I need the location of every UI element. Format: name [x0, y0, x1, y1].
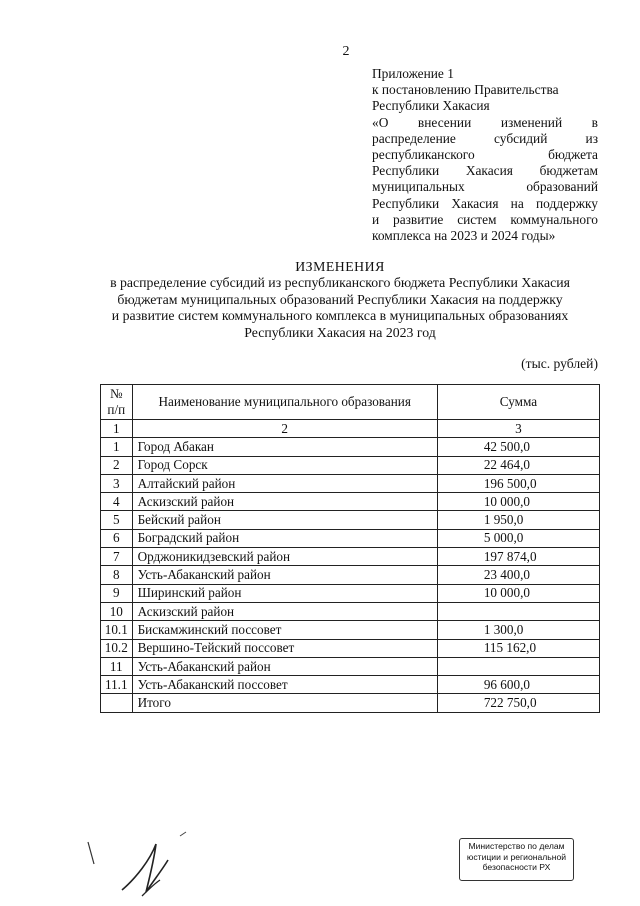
municipality-name: Боградский район	[132, 529, 437, 547]
appendix-line: Республики Хакасия	[372, 98, 490, 114]
subsidy-sum	[437, 602, 599, 620]
row-number: 5	[101, 511, 133, 529]
stamp-line: юстиции и региональной	[466, 851, 567, 862]
row-number: 3	[101, 474, 133, 492]
subsidy-sum: 42 500,0	[437, 438, 599, 456]
table-row	[101, 676, 600, 694]
column-header-sum: Сумма	[437, 385, 599, 420]
row-number: 10.2	[101, 639, 133, 657]
row-number: 1	[101, 438, 133, 456]
municipality-name: Бейский район	[132, 511, 437, 529]
subsidy-sum: 10 000,0	[437, 584, 599, 602]
subsidy-sum: 1 950,0	[437, 511, 599, 529]
subsidy-sum: 96 600,0	[437, 676, 599, 694]
subsidy-sum: 5 000,0	[437, 529, 599, 547]
municipality-name: Город Абакан	[132, 438, 437, 456]
column-number: 3	[437, 420, 599, 438]
municipality-name: Аскизский район	[132, 602, 437, 620]
column-number: 1	[101, 420, 133, 438]
table-row	[101, 639, 600, 657]
appendix-line: Республики Хакасия на поддержку	[372, 195, 598, 211]
table-total-row	[101, 694, 600, 712]
total-label: Итого	[132, 694, 437, 712]
appendix-line: Республики Хакасия бюджетам	[372, 163, 598, 179]
appendix-line: муниципальных образований	[372, 179, 598, 195]
row-number: 2	[101, 456, 133, 474]
column-header-number: № п/п	[101, 385, 133, 420]
municipality-name: Город Сорск	[132, 456, 437, 474]
municipality-name: Алтайский район	[132, 474, 437, 492]
total-sum: 722 750,0	[437, 694, 599, 712]
appendix-block	[372, 66, 598, 244]
table-row	[101, 566, 600, 584]
subsidy-sum: 23 400,0	[437, 566, 599, 584]
appendix-line: республиканского бюджета	[372, 147, 598, 163]
handwritten-signature	[84, 830, 204, 900]
municipality-name: Аскизский район	[132, 493, 437, 511]
subsidy-sum	[437, 657, 599, 675]
subsidy-sum: 22 464,0	[437, 456, 599, 474]
subsidy-sum: 197 874,0	[437, 548, 599, 566]
column-number: 2	[132, 420, 437, 438]
table-row	[101, 511, 600, 529]
table-row	[101, 456, 600, 474]
appendix-line: «О внесении изменений в	[372, 114, 598, 130]
row-number: 8	[101, 566, 133, 584]
subsidy-table	[100, 384, 600, 713]
column-numbers-row	[101, 420, 600, 438]
stamp-line: безопасности РХ	[482, 862, 551, 872]
subsidy-sum: 10 000,0	[437, 493, 599, 511]
table-row	[101, 438, 600, 456]
table-row	[101, 474, 600, 492]
row-number: 10	[101, 602, 133, 620]
table-row	[101, 657, 600, 675]
appendix-line: Приложение 1	[372, 66, 454, 81]
row-number: 10.1	[101, 621, 133, 639]
document-title-block	[60, 259, 620, 341]
appendix-line: к постановлению Правительства	[372, 82, 559, 98]
municipality-name: Усть-Абаканский район	[132, 657, 437, 675]
table-row	[101, 602, 600, 620]
row-number: 11.1	[101, 676, 133, 694]
document-subtitle-line: бюджетам муниципальных образований Республики Хакасия на поддержку	[117, 291, 563, 307]
row-number: 7	[101, 548, 133, 566]
row-number: 11	[101, 657, 133, 675]
appendix-line: комплекса на 2023 и 2024 годы»	[372, 228, 556, 244]
subsidy-sum: 196 500,0	[437, 474, 599, 492]
document-subtitle-line: и развитие систем коммунального комплекса в муниципальных образованиях	[111, 308, 569, 324]
table-row	[101, 493, 600, 511]
table-row	[101, 621, 600, 639]
document-title: ИЗМЕНЕНИЯ	[295, 259, 385, 274]
table-row	[101, 548, 600, 566]
appendix-line: распределение субсидий из	[372, 130, 598, 146]
table-row	[101, 529, 600, 547]
row-number: 9	[101, 584, 133, 602]
municipality-name: Бискамжинский поссовет	[132, 621, 437, 639]
document-subtitle-line: Республики Хакасия на 2023 год	[244, 324, 436, 340]
page-number: 2	[342, 44, 350, 59]
municipality-name: Орджоникидзевский район	[132, 548, 437, 566]
row-number: 6	[101, 529, 133, 547]
units-note: (тыс. рублей)	[521, 356, 598, 371]
column-header-name: Наименование муниципального образования	[132, 385, 437, 420]
registration-stamp	[459, 838, 574, 881]
municipality-name: Усть-Абаканский поссовет	[132, 676, 437, 694]
row-number: 4	[101, 493, 133, 511]
stamp-line: Министерство по делам	[468, 841, 565, 851]
document-subtitle-line: в распределение субсидий из республиканского бюджета Республики Хакасия	[110, 275, 570, 291]
municipality-name: Ширинский район	[132, 584, 437, 602]
table-row	[101, 584, 600, 602]
municipality-name: Вершино-Тейский поссовет	[132, 639, 437, 657]
table-header-row	[101, 385, 600, 420]
appendix-line: и развитие систем коммунального	[372, 211, 598, 227]
subsidy-sum: 115 162,0	[437, 639, 599, 657]
subsidy-sum: 1 300,0	[437, 621, 599, 639]
row-number	[101, 694, 133, 712]
municipality-name: Усть-Абаканский район	[132, 566, 437, 584]
